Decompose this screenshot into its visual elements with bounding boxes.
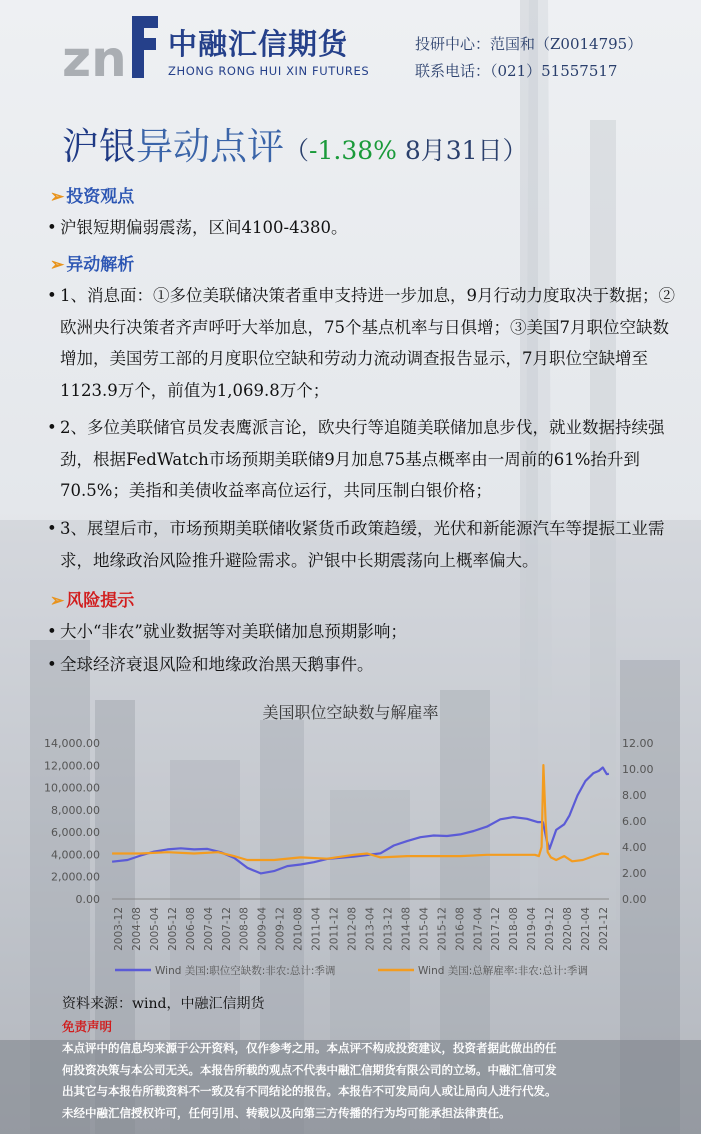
title-date: 8月31日） bbox=[396, 136, 528, 165]
title-main: 异动点评 bbox=[136, 125, 284, 168]
legend-label-2: Wind 美国:总解雇率:非农:总计:季调 bbox=[418, 965, 588, 977]
x-tick-label: 2015-12 bbox=[436, 907, 449, 951]
brand-name-cn: 中融汇信期货 bbox=[168, 27, 349, 61]
arrow-icon: ➢ bbox=[50, 255, 65, 275]
x-tick-label: 2017-12 bbox=[490, 907, 503, 951]
x-tick-label: 2016-08 bbox=[454, 907, 467, 951]
data-source: 资料来源：wind，中融汇信期货 bbox=[62, 996, 265, 1012]
bullet-icon: • bbox=[47, 519, 57, 538]
disclaimer-line: 何投资决策与本公司无关。本报告所载的观点不代表中融汇信期货有限公司的立场。中融汇信可发 bbox=[62, 1062, 557, 1077]
x-tick-label: 2013-12 bbox=[382, 907, 395, 951]
y-left-tick-label: 14,000.00 bbox=[44, 737, 100, 750]
x-tick-label: 2013-04 bbox=[364, 907, 377, 951]
x-tick-label: 2007-04 bbox=[202, 907, 215, 951]
x-tick-label: 2020-08 bbox=[562, 907, 575, 951]
list-item: • 2、多位美联储官员发表鹰派言论，欧央行等追随美联储加息步伐，就业数据持续强劲，根据FedWatch市场预期美联储9月加息75基点概率由一周前的61%抬升到70.5%；美指和美债收益率高位运行，共同压制白银价格； bbox=[47, 412, 677, 507]
y-right-tick-label: 12.00 bbox=[622, 737, 654, 750]
bullet-icon: • bbox=[47, 218, 57, 237]
list-item: • 3、展望后市，市场预期美联储收紧货币政策趋缓，光伏和新能源汽车等提振工业需求，地缘政治风险推升避险需求。沪银中长期震荡向上概率偏大。 bbox=[47, 513, 677, 576]
y-left-tick-label: 4,000.00 bbox=[51, 848, 100, 862]
x-tick-label: 2014-08 bbox=[400, 907, 413, 951]
bullet-icon: • bbox=[47, 655, 57, 674]
arrow-icon: ➢ bbox=[50, 187, 65, 207]
x-tick-label: 2007-12 bbox=[220, 907, 233, 951]
y-left-tick-label: 10,000.00 bbox=[44, 781, 100, 795]
x-tick-label: 2009-12 bbox=[274, 907, 287, 951]
x-tick-label: 2005-04 bbox=[148, 907, 161, 951]
y-right-tick-label: 6.00 bbox=[622, 815, 647, 828]
x-tick-label: 2021-04 bbox=[580, 907, 593, 951]
section-heading-analysis: ➢ 异动解析 bbox=[50, 255, 135, 275]
x-tick-label: 2009-04 bbox=[256, 907, 269, 951]
x-tick-label: 2011-12 bbox=[328, 907, 341, 951]
x-tick-label: 2010-08 bbox=[292, 907, 305, 951]
section-heading-risk: ➢ 风险提示 bbox=[50, 591, 135, 611]
x-tick-label: 2008-08 bbox=[238, 907, 251, 951]
list-item: • 全球经济衰退风险和地缘政治黑天鹅事件。 bbox=[47, 649, 677, 681]
legend-label-1: Wind 美国:职位空缺数:非农:总计:季调 bbox=[155, 965, 336, 977]
x-tick-label: 2021-12 bbox=[598, 907, 610, 951]
y-right-tick-label: 10.00 bbox=[622, 763, 654, 776]
y-left-tick-label: 0.00 bbox=[75, 893, 100, 906]
y-right-tick-label: 0.00 bbox=[622, 893, 647, 906]
x-tick-label: 2018-08 bbox=[508, 907, 521, 951]
title-open-paren: （ bbox=[284, 136, 310, 165]
disclaimer-line: 本点评中的信息均来源于公开资料，仅作参考之用。本点评不构成投资建议，投资者据此做出的任 bbox=[62, 1041, 557, 1055]
x-tick-label: 2004-08 bbox=[130, 907, 143, 951]
section-heading-view: ➢ 投资观点 bbox=[50, 187, 135, 207]
series-line-1 bbox=[112, 768, 609, 874]
title-symbol: 沪银 bbox=[62, 125, 136, 168]
disclaimer-title: 免责声明 bbox=[62, 1019, 113, 1034]
y-left-tick-label: 6,000.00 bbox=[51, 826, 100, 840]
y-left-tick-label: 8,000.00 bbox=[51, 803, 100, 817]
x-tick-label: 2006-08 bbox=[184, 907, 197, 951]
y-right-tick-label: 4.00 bbox=[622, 841, 647, 854]
chart-title: 美国职位空缺数与解雇率 bbox=[262, 703, 439, 722]
list-item: • 大小“非农”就业数据等对美联储加息预期影响； bbox=[47, 616, 677, 648]
bullet-icon: • bbox=[47, 286, 57, 305]
phone-info: 联系电话：（021）51557517 bbox=[415, 62, 618, 80]
disclaimer-text bbox=[62, 1038, 642, 1124]
x-tick-label: 2011-04 bbox=[310, 907, 323, 951]
analyst-info: 投研中心：范国和（Z0014795） bbox=[415, 35, 643, 53]
x-tick-label: 2012-08 bbox=[346, 907, 359, 951]
x-tick-label: 2005-12 bbox=[166, 907, 179, 951]
x-tick-label: 2017-04 bbox=[472, 907, 485, 951]
disclaimer-line: 出其它与本报告所载资料不一致及有不同结论的报告。本报告不可发局向人或让局向人进行代发。 bbox=[62, 1084, 557, 1098]
y-right-tick-label: 2.00 bbox=[622, 867, 647, 880]
brand-name-en: ZHONG RONG HUI XIN FUTURES bbox=[168, 64, 370, 78]
svg-text:zn: zn bbox=[62, 30, 127, 80]
arrow-icon: ➢ bbox=[50, 591, 65, 611]
bullet-icon: • bbox=[47, 622, 57, 641]
disclaimer-line: 未经中融汇信授权许可，任何引用、转载以及向第三方传播的行为均可能承担法律责任。 bbox=[62, 1105, 511, 1120]
y-right-tick-label: 8.00 bbox=[622, 789, 647, 802]
y-left-tick-label: 12,000.00 bbox=[44, 759, 100, 773]
title-change: -1.38% bbox=[309, 136, 397, 165]
x-tick-label: 2015-04 bbox=[418, 907, 431, 951]
series-line-2 bbox=[112, 765, 609, 861]
x-tick-label: 2019-12 bbox=[544, 907, 557, 951]
y-left-tick-label: 2,000.00 bbox=[51, 870, 100, 884]
bullet-icon: • bbox=[47, 418, 57, 437]
x-tick-label: 2019-04 bbox=[526, 907, 539, 951]
list-item: • 沪银短期偏弱震荡，区间4100-4380。 bbox=[47, 212, 677, 244]
x-tick-label: 2003-12 bbox=[113, 907, 125, 951]
list-item: • 1、消息面：①多位美联储决策者重申支持进一步加息，9月行动力度取决于数据；②欧洲央行决策者齐声呼吁大举加息，75个基点机率与日俱增；③美国7月职位空缺数增加，美国劳工部的月度职位空缺和劳动力流动调查报告显示，7月职位空缺增至1123.9万个，前值为1,069.8万个； bbox=[47, 280, 677, 406]
